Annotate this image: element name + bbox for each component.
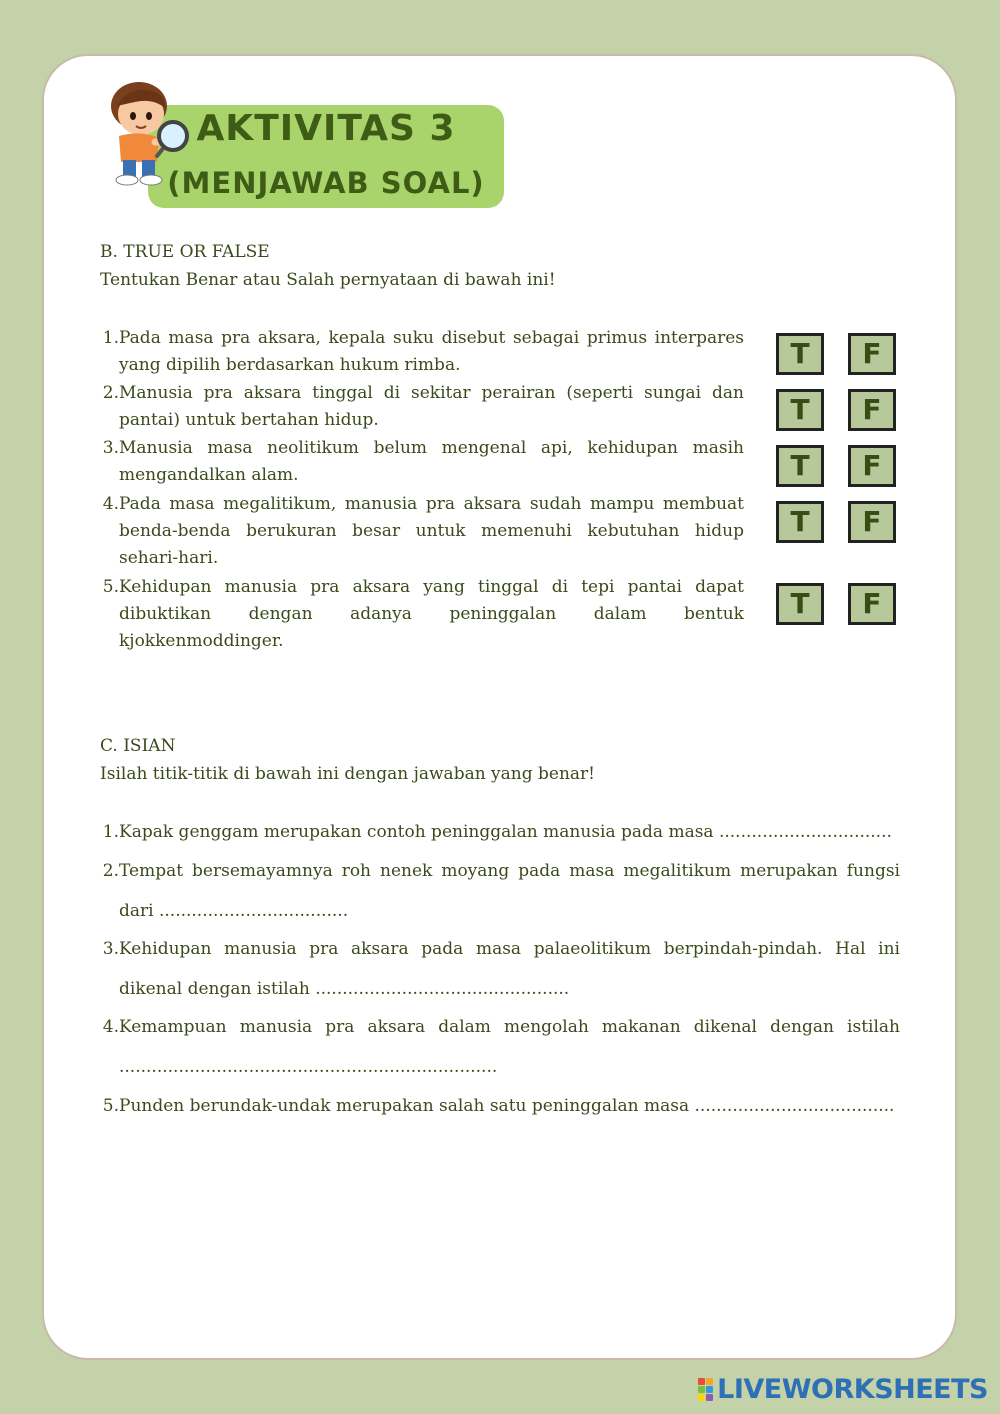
section-c-heading: C. ISIAN [100, 736, 176, 756]
item-question: Kapak genggam merupakan contoh peninggalan manusia pada masa ................................ [119, 822, 892, 842]
false-button[interactable]: F [848, 333, 896, 375]
item-statement: Kehidupan manusia pra aksara yang tinggal di tepi pantai dapat dibuktikan dengan adanya peninggalan dalam bentuk kjokkenmoddinger. [119, 577, 744, 651]
list-item [100, 491, 744, 572]
liveworksheets-logo [698, 1374, 988, 1404]
item-number: 2. [102, 383, 119, 403]
false-button[interactable]: F [848, 389, 896, 431]
list-item [100, 380, 744, 434]
item-question: Kemampuan manusia pra aksara dalam mengolah makanan dikenal dengan istilah ...................................................................... [119, 1017, 900, 1077]
item-statement: Manusia pra aksara tinggal di sekitar perairan (seperti sungai dan pantai) untuk bertahan hidup. [119, 383, 744, 430]
item-question: Punden berundak-undak merupakan salah satu peninggalan masa ..................................... [119, 1096, 895, 1116]
brand-name: LIVEWORKSHEETS [717, 1373, 988, 1405]
list-item [100, 1007, 900, 1087]
item-statement: Pada masa pra aksara, kepala suku disebut sebagai primus interpares yang dipilih berdasarkan hukum rimba. [119, 328, 744, 375]
true-button[interactable]: T [776, 333, 824, 375]
item-number: 2. [102, 861, 119, 881]
logo-blocks-icon [698, 1378, 713, 1401]
section-b-instruction: Tentukan Benar atau Salah pernyataan di bawah ini! [100, 270, 556, 290]
item-number: 3. [102, 438, 119, 458]
item-number: 4. [102, 1017, 119, 1037]
item-number: 5. [102, 577, 119, 597]
item-number: 1. [102, 822, 119, 842]
true-button[interactable]: T [776, 445, 824, 487]
item-question: Tempat bersemayamnya roh nenek moyang pada masa megalitikum merupakan fungsi dari ................................... [119, 861, 900, 921]
false-button[interactable]: F [848, 501, 896, 543]
list-item [100, 325, 744, 379]
true-button[interactable]: T [776, 501, 824, 543]
list-item [100, 1086, 900, 1126]
item-statement: Pada masa megalitikum, manusia pra aksara sudah mampu membuat benda-benda berukuran besar untuk memenuhi kebutuhan hidup sehari-hari. [119, 494, 744, 568]
page-title: AKTIVITAS 3 [196, 108, 456, 149]
true-button[interactable]: T [776, 389, 824, 431]
false-button[interactable]: F [848, 583, 896, 625]
page-subtitle: (MENJAWAB SOAL) [167, 166, 485, 200]
list-item [100, 574, 744, 655]
item-number: 3. [102, 939, 119, 959]
item-statement: Manusia masa neolitikum belum mengenal api, kehidupan masih mengandalkan alam. [119, 438, 744, 485]
item-number: 5. [102, 1096, 119, 1116]
list-item [100, 929, 900, 1009]
item-number: 1. [102, 328, 119, 348]
item-question: Kehidupan manusia pra aksara pada masa palaeolitikum berpindah-pindah. Hal ini dikenal dengan istilah ............................................... [119, 939, 900, 999]
list-item [100, 435, 744, 489]
section-b-heading: B. TRUE OR FALSE [100, 242, 270, 262]
section-c-instruction: Isilah titik-titik di bawah ini dengan jawaban yang benar! [100, 764, 596, 784]
true-button[interactable]: T [776, 583, 824, 625]
item-number: 4. [102, 494, 119, 514]
false-button[interactable]: F [848, 445, 896, 487]
list-item [100, 851, 900, 931]
list-item [100, 812, 900, 852]
